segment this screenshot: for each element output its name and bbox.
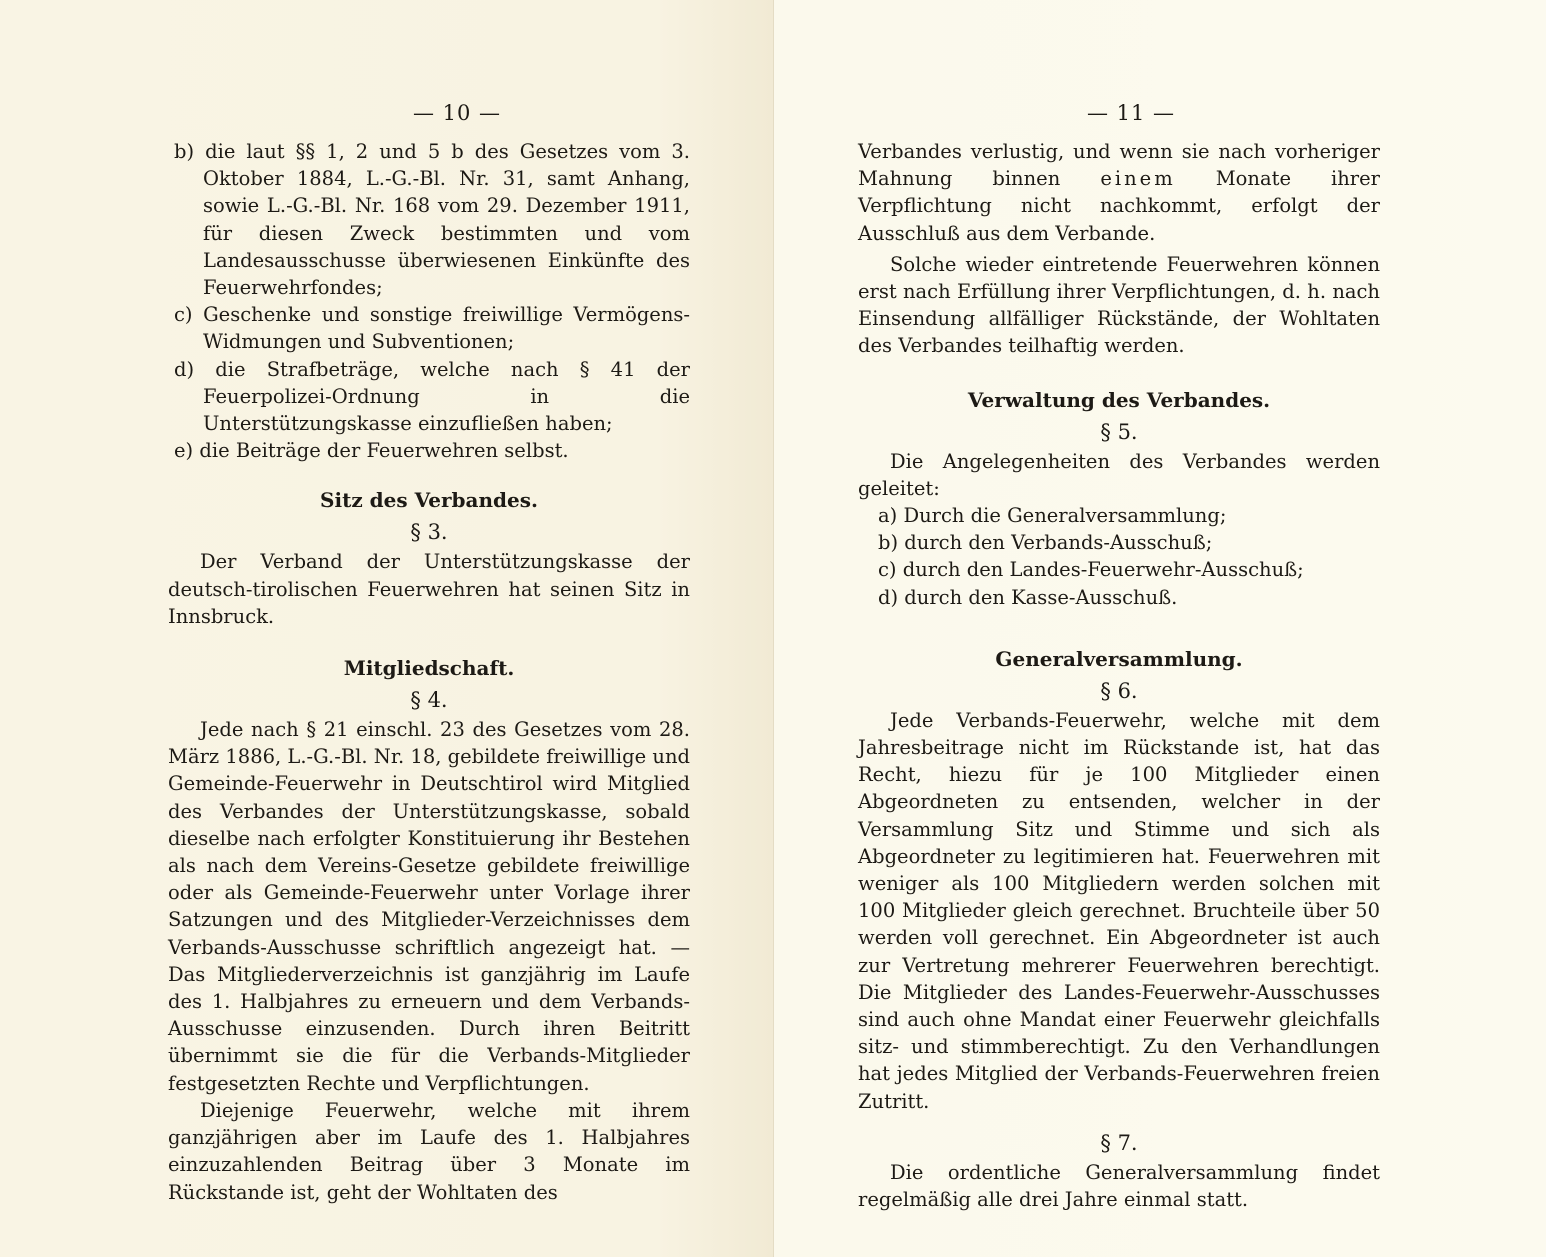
section-heading-mitgliedschaft: Mitgliedschaft. bbox=[343, 656, 515, 681]
list-text: durch den Verbands-Ausschuß; bbox=[904, 531, 1213, 555]
list-text: die laut §§ 1, 2 und 5 b des Gesetzes vom 3. Oktober 1884, L.-G.-Bl. Nr. 31, samt Anhang, sowie L.-G.-Bl. Nr. 168 vom 29. Dezember 1911, für diesen Zweck bestimmten und vom Landesausschusse überwiesenen Einkünfte des Feuerwehrfondes; bbox=[203, 140, 690, 300]
list-item bbox=[174, 437, 690, 464]
paragraph-sign-6: § 6. bbox=[1100, 678, 1138, 703]
paragraph-rueckstand: Diejenige Feuerwehr, welche mit ihrem ganzjährigen aber im Laufe des 1. Halbjahres einzuzahlenden Beitrag über 3 Monate im Rückstande ist, geht der Wohltaten des bbox=[168, 1098, 690, 1204]
list-item bbox=[878, 529, 1380, 556]
paragraph-verwaltung-intro: Die Angelegenheiten des Verbandes werden geleitet: bbox=[858, 449, 1380, 500]
paragraph-ordentliche: Die ordentliche Generalversammlung findet regelmäßig alle drei Jahre einmal statt. bbox=[858, 1160, 1380, 1212]
list-item bbox=[878, 502, 1380, 529]
list-marker: d) bbox=[878, 585, 899, 609]
list-marker: c) bbox=[878, 558, 897, 582]
list-marker: a) bbox=[878, 504, 898, 528]
list-text: durch den Kasse-Ausschuß. bbox=[904, 585, 1178, 609]
paragraph-sign-7: § 7. bbox=[1100, 1130, 1138, 1155]
page-number-right: — 11 — bbox=[1086, 101, 1176, 125]
paragraph-solche: Solche wieder eintretende Feuerwehren können erst nach Erfüllung ihrer Verpflichtungen, d. h. nach Einsendung allfälliger Rückstände, der Wohltaten des Verbandes teilhaftig werden. bbox=[858, 252, 1380, 358]
list-text: Durch die Generalversammlung; bbox=[903, 504, 1227, 528]
section-heading-generalversammlung: Generalversammlung. bbox=[995, 646, 1243, 671]
list-item bbox=[878, 556, 1380, 583]
right-page bbox=[773, 0, 1546, 1257]
list-marker: e) bbox=[174, 439, 194, 463]
continuation-text: Verbandes verlustig, und wenn sie nach vorheriger Mahnung binnen bbox=[858, 140, 1380, 191]
list-text: die Beiträge der Feuerwehren selbst. bbox=[199, 439, 569, 463]
administration-bodies-list bbox=[858, 502, 1380, 611]
list-marker: d) bbox=[174, 357, 195, 381]
paragraph-sign-5: § 5. bbox=[1100, 419, 1138, 444]
list-text: durch den Landes-Feuerwehr-Ausschuß; bbox=[902, 558, 1304, 582]
paragraph-mitgliedschaft: Jede nach § 21 einschl. 23 des Gesetzes vom 28. März 1886, L.-G.-Bl. Nr. 18, gebildete freiwillige und Gemeinde-Feuerwehr in Deutschtirol wird Mitglied des Verbandes der Unterstützungskasse, sobald dieselbe nach erfolgter Konstituierung ihr Bestehen als nach dem Vereins-Gesetze gebildete freiwillige oder als Gemeinde-Feuerwehr unter Vorlage ihrer Satzungen und des Mitglieder-Verzeichnisses dem Verbands-Ausschusse schriftlich angezeigt hat. — Das Mitgliederverzeichnis ist ganzjährig im Laufe des 1. Halbjahres zu erneuern und dem Verbands-Ausschusse einzusenden. Durch ihren Beitritt übernimmt sie die für die Verbands-Mitglieder festgesetzten Rechte und Verpflichtungen. bbox=[168, 718, 690, 1095]
left-page-column bbox=[168, 100, 690, 1206]
list-marker: b) bbox=[878, 531, 899, 555]
list-item bbox=[174, 356, 690, 438]
paragraph-sign-3: § 3. bbox=[410, 520, 448, 545]
list-item bbox=[878, 584, 1380, 611]
list-marker: b) bbox=[174, 140, 195, 163]
list-marker: c) bbox=[174, 303, 193, 327]
section-heading-sitz: Sitz des Verbandes. bbox=[320, 488, 538, 513]
list-text: die Strafbeträge, welche nach § 41 der Feuerpolizei-Ordnung in die Unterstützungskasse einzufließen haben; bbox=[203, 357, 690, 436]
list-item bbox=[174, 301, 690, 355]
continuation-text: Monate ihrer Verpflichtung nicht nachkommt, erfolgt der Ausschluß aus dem Verbande. bbox=[858, 167, 1380, 245]
page-number-left: — 10 — bbox=[412, 101, 502, 125]
list-item bbox=[174, 138, 690, 301]
funding-sources-list bbox=[168, 138, 690, 464]
section-heading-verwaltung: Verwaltung des Verbandes. bbox=[967, 387, 1271, 412]
paragraph-generalversammlung: Jede Verbands-Feuerwehr, welche mit dem Jahresbeitrage nicht im Rückstande ist, hat das Recht, hiezu für je 100 Mitglieder einen Abgeordneten zu entsenden, welcher in der Versammlung Sitz und Stimme und sich als Abgeordneter zu legitimieren hat. Feuerwehren mit weniger als 100 Mitgliedern werden solchen mit 100 Mitglieder gleich gerechnet. Bruchteile über 50 werden voll gerechnet. Ein Abgeordneter ist auch zur Vertretung mehrerer Feuerwehren berechtigt. Die Mitglieder des Landes-Feuerwehr-Ausschusses sind auch ohne Mandat einer Feuerwehr gleichfalls sitz- und stimmberechtigt. Zu den Verhandlungen hat jedes Mitglied der Verbands-Feuerwehren freien Zutritt. bbox=[858, 708, 1380, 1113]
emphasized-word: einem bbox=[1100, 167, 1176, 191]
paragraph-continuation bbox=[858, 138, 1380, 247]
paragraph-sign-4: § 4. bbox=[410, 688, 448, 713]
list-text: Geschenke und sonstige freiwillige Vermögens-Widmungen und Subventionen; bbox=[203, 303, 690, 354]
paragraph-sitz: Der Verband der Unterstützungskasse der deutsch-tirolischen Feuerwehren hat seinen Sitz in Innsbruck. bbox=[168, 550, 690, 628]
right-page-column bbox=[858, 100, 1380, 1213]
